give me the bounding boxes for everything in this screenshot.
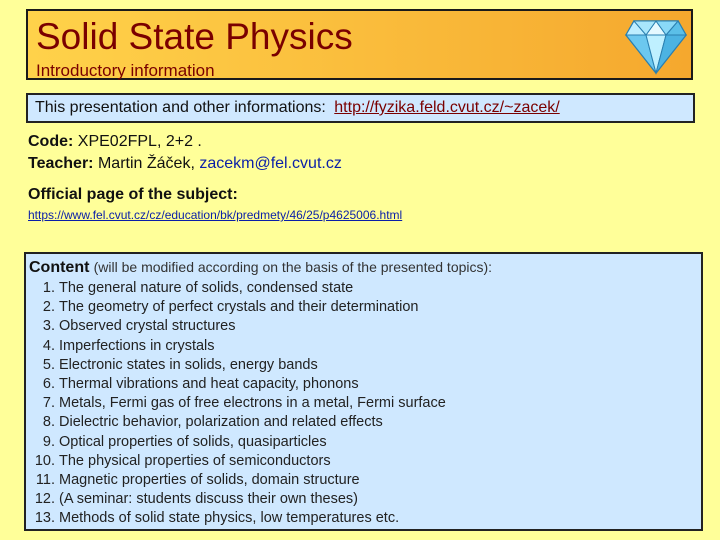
list-item: 10. The physical properties of semiconductors [34, 452, 331, 469]
content-label: Content [29, 259, 90, 276]
topic-list [29, 279, 701, 529]
diamond-icon [624, 17, 688, 75]
content-note: (will be modified according on the basis of the presented topics): [93, 259, 493, 275]
list-item: 8. Dielectric behavior, polarization and related effects [42, 414, 383, 431]
presentation-link[interactable]: http://fyzika.feld.cvut.cz/~zacek/ [334, 99, 560, 116]
teacher-label: Teacher: [28, 155, 94, 172]
teacher-name: Martin Žáček, [97, 155, 195, 172]
list-item: 13. Methods of solid state physics, low temperatures etc. [34, 510, 400, 527]
list-item: 4. Imperfections in crystals [42, 337, 215, 354]
teacher-email-link[interactable]: zacekm@fel.cvut.cz [199, 155, 342, 172]
info-text: This presentation and other informations: [35, 99, 326, 116]
list-item: 2. The geometry of perfect crystals and their determination [42, 299, 419, 316]
list-item: 12. (A seminar: students discuss their own theses) [34, 491, 358, 508]
page-title: Solid State Physics [36, 16, 353, 57]
list-item: 9. Optical properties of solids, quasiparticles [42, 433, 327, 450]
course-code [28, 133, 202, 151]
code-label: Code: [28, 133, 74, 150]
page-subtitle: Introductory information [36, 61, 215, 80]
official-page-label: Official page of the subject: [28, 186, 238, 203]
list-item: 1. The general nature of solids, condensed state [42, 280, 354, 296]
title-banner [26, 9, 693, 80]
course-teacher [28, 155, 342, 173]
content-section [24, 252, 703, 531]
list-item: 3. Observed crystal structures [42, 318, 236, 335]
presentation-info [26, 93, 695, 123]
list-item: 6. Thermal vibrations and heat capacity, phonons [42, 376, 359, 393]
official-page-link[interactable]: https://www.fel.cvut.cz/cz/education/bk/predmety/46/25/p4625006.html [28, 208, 403, 222]
list-item: 11. Magnetic properties of solids, domain structure [35, 472, 360, 489]
list-item: 5. Electronic states in solids, energy bands [42, 356, 318, 373]
list-item: 7. Metals, Fermi gas of free electrons in a metal, Fermi surface [42, 395, 446, 412]
content-heading [29, 259, 701, 277]
code-value: XPE02FPL, 2+2 . [77, 133, 202, 150]
